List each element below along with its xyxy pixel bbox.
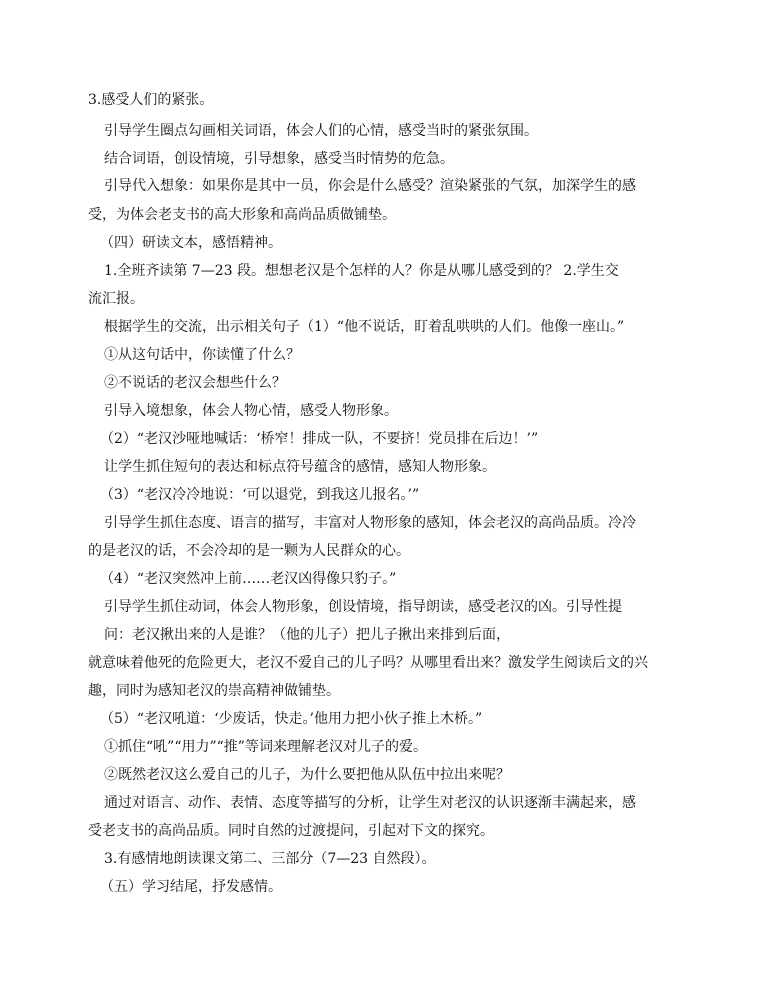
text-line: 1.全班齐读第 7—23 段。想想老汉是个怎样的人？你是从哪儿感受到的？ 2.学生交 [104, 263, 619, 279]
text-line: 引导学生抓住动词，体会人物形象，创设情境，指导朗读，感受老汉的凶。引导性提 [104, 599, 622, 615]
text-line: 就意味着他死的危险更大，老汉不爱自己的儿子吗？从哪里看出来？激发学生阅读后文的兴 [88, 655, 648, 671]
text-line: 引导学生圈点勾画相关词语，体会人们的心情，感受当时的紧张氛围。 [104, 123, 538, 139]
text-line: ①从这句话中，你读懂了什么？ [104, 347, 300, 363]
section-heading: （四）研读文本，感悟精神。 [100, 235, 282, 251]
text-line: 受，为体会老支书的高大形象和高尚品质做铺垫。 [88, 207, 396, 223]
text-line: 结合词语，创设情境，引导想象，感受当时情势的危急。 [104, 151, 454, 167]
text-line: 流汇报。 [88, 291, 144, 307]
text-line: 根据学生的交流，出示相关句子（1）“他不说话，盯着乱哄哄的人们。他像一座山。” [104, 319, 625, 335]
text-line: 引导入境想象，体会人物心情，感受人物形象。 [104, 403, 398, 419]
text-line: 趣，同时为感知老汉的崇高精神做铺垫。 [88, 683, 340, 699]
text-line: 受老支书的高尚品质。同时自然的过渡提问，引起对下文的探究。 [88, 823, 494, 839]
quote-line: （4）“老汉突然冲上前……老汉凶得像只豹子。” [100, 571, 397, 587]
text-line: 让学生抓住短句的表达和标点符号蕴含的感情，感知人物形象。 [104, 459, 496, 475]
text-line: ①抓住“吼”“用力”“推”等词来理解老汉对儿子的爱。 [104, 739, 427, 755]
text-line: 通过对语言、动作、表情、态度等描写的分析，让学生对老汉的认识逐渐丰满起来，感 [104, 795, 636, 811]
text-line: 引导学生抓住态度、语言的描写，丰富对人物形象的感知，体会老汉的高尚品质。冷冷 [104, 515, 636, 531]
text-line: 问：老汉揪出来的人是谁？（他的儿子）把儿子揪出来排到后面， [104, 627, 510, 643]
text-line: 的是老汉的话，不会冷却的是一颗为人民群众的心。 [88, 543, 410, 559]
text-line: 引导代入想象：如果你是其中一员，你会是什么感受？渲染紧张的气氛，加深学生的感 [104, 178, 636, 194]
text-line: ②不说话的老汉会想些什么？ [104, 375, 286, 391]
quote-line: （5）“老汉吼道：‘少废话，快走。’他用力把小伙子推上木桥。” [100, 711, 483, 727]
text-line: 3.有感情地朗读课文第二、三部分（7—23 自然段）。 [104, 851, 436, 867]
section-heading: （五）学习结尾，抒发感情。 [100, 879, 282, 895]
quote-line: （3）“老汉冷冷地说：‘可以退党，到我这儿报名。’” [100, 487, 420, 503]
text-line: ②既然老汉这么爱自己的儿子，为什么要把他从队伍中拉出来呢？ [104, 767, 510, 783]
text-line: 3.感受人们的紧张。 [88, 92, 214, 108]
quote-line: （2）“老汉沙哑地喊话：‘桥窄！排成一队，不要挤！党员排在后边！’” [100, 431, 539, 447]
